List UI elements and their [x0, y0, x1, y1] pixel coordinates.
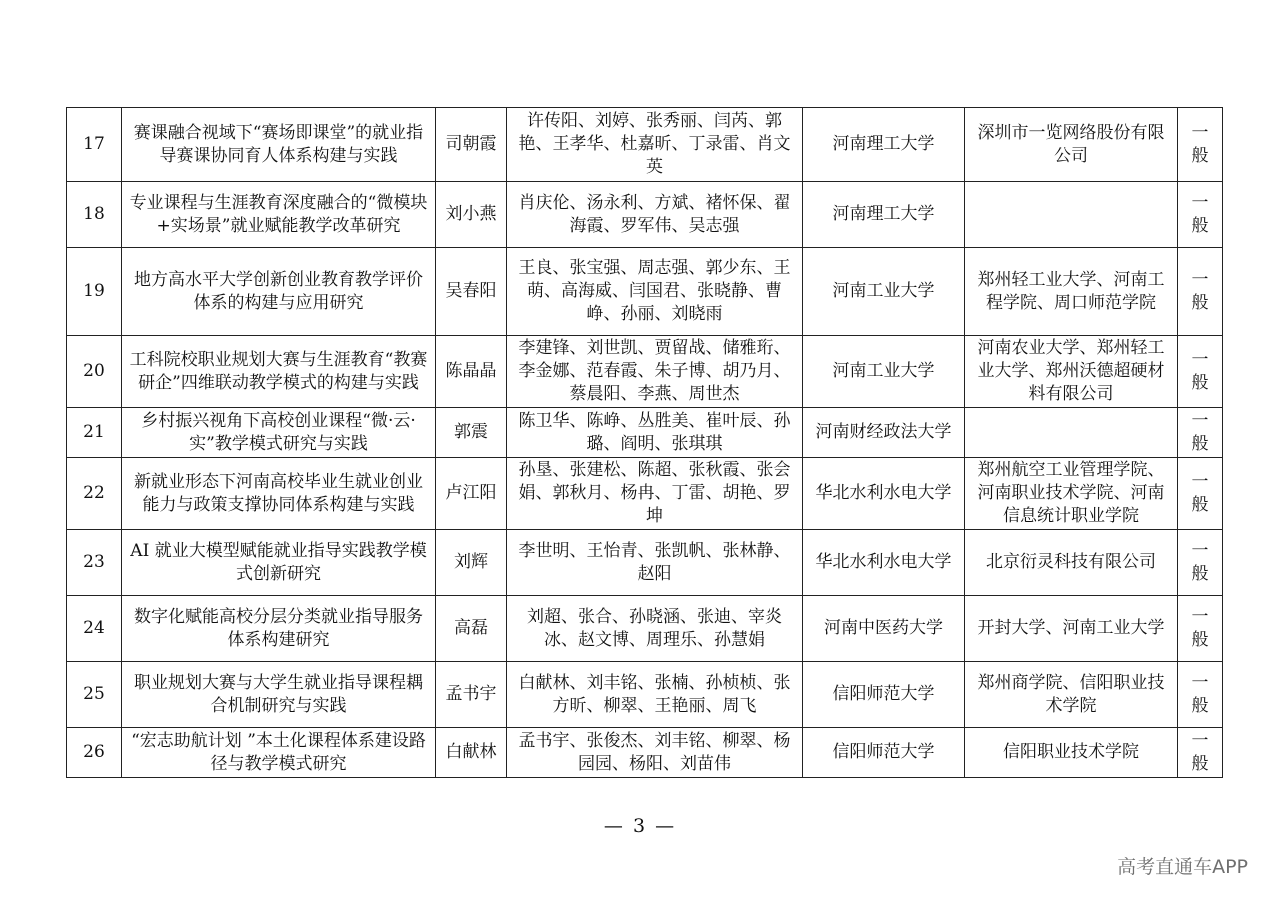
row-number-cell: 19: [67, 248, 122, 336]
watermark-text: 高考直通车APP: [1117, 856, 1248, 878]
project-level-cell: 一般: [1178, 728, 1223, 778]
project-leader-cell: 孟书宇: [436, 662, 507, 728]
project-title-cell: 专业课程与生涯教育深度融合的“微模块+实场景”就业赋能教学改革研究: [122, 182, 436, 248]
project-title-cell: “宏志助航计划 ”本土化课程体系建设路径与教学模式研究: [122, 728, 436, 778]
cooperating-units-cell: 河南农业大学、郑州轻工业大学、郑州沃德超硬材料有限公司: [965, 336, 1178, 408]
cooperating-units-cell: 郑州轻工业大学、河南工程学院、周口师范学院: [965, 248, 1178, 336]
table-row: [67, 248, 1223, 336]
team-members-cell: 王良、张宝强、周志强、郭少东、王萌、高海威、闫国君、张晓静、曹峥、孙丽、刘晓雨: [507, 248, 803, 336]
row-number-cell: 24: [67, 596, 122, 662]
project-leader-cell: 司朝霞: [436, 108, 507, 182]
project-table: [66, 107, 1223, 778]
row-number-cell: 17: [67, 108, 122, 182]
team-members-cell: 孙垦、张建松、陈超、张秋霞、张会娟、郭秋月、杨冉、丁雷、胡艳、罗坤: [507, 458, 803, 530]
project-level-cell: 一般: [1178, 336, 1223, 408]
project-level-cell: 一般: [1178, 662, 1223, 728]
cooperating-units-cell: 郑州航空工业管理学院、河南职业技术学院、河南信息统计职业学院: [965, 458, 1178, 530]
project-title-cell: 新就业形态下河南高校毕业生就业创业能力与政策支撑协同体系构建与实践: [122, 458, 436, 530]
project-level-cell: 一般: [1178, 108, 1223, 182]
project-leader-cell: 高磊: [436, 596, 507, 662]
table-row: [67, 336, 1223, 408]
table-row: [67, 530, 1223, 596]
row-number-cell: 18: [67, 182, 122, 248]
project-level-cell: 一般: [1178, 248, 1223, 336]
row-number-cell: 25: [67, 662, 122, 728]
cooperating-units-cell: 郑州商学院、信阳职业技术学院: [965, 662, 1178, 728]
table-row: [67, 408, 1223, 458]
project-leader-cell: 刘小燕: [436, 182, 507, 248]
row-number-cell: 20: [67, 336, 122, 408]
host-school-cell: 信阳师范大学: [803, 662, 965, 728]
project-level-cell: 一般: [1178, 530, 1223, 596]
host-school-cell: 河南理工大学: [803, 108, 965, 182]
project-level-cell: 一般: [1178, 408, 1223, 458]
project-table-container: [66, 107, 1222, 778]
project-level-cell: 一般: [1178, 596, 1223, 662]
team-members-cell: 刘超、张合、孙晓涵、张迪、宰炎冰、赵文博、周理乐、孙慧娟: [507, 596, 803, 662]
host-school-cell: 华北水利水电大学: [803, 530, 965, 596]
cooperating-units-cell: [965, 408, 1178, 458]
host-school-cell: 河南财经政法大学: [803, 408, 965, 458]
project-title-cell: 数字化赋能高校分层分类就业指导服务体系构建研究: [122, 596, 436, 662]
team-members-cell: 孟书宇、张俊杰、刘丰铭、柳翠、杨园园、杨阳、刘苗伟: [507, 728, 803, 778]
project-level-cell: 一般: [1178, 182, 1223, 248]
cooperating-units-cell: [965, 182, 1178, 248]
team-members-cell: 白献林、刘丰铭、张楠、孙桢桢、张方昕、柳翠、王艳丽、周飞: [507, 662, 803, 728]
row-number-cell: 23: [67, 530, 122, 596]
host-school-cell: 河南工业大学: [803, 336, 965, 408]
team-members-cell: 陈卫华、陈峥、丛胜美、崔叶辰、孙璐、阎明、张琪琪: [507, 408, 803, 458]
cooperating-units-cell: 北京衍灵科技有限公司: [965, 530, 1178, 596]
host-school-cell: 信阳师范大学: [803, 728, 965, 778]
project-leader-cell: 陈晶晶: [436, 336, 507, 408]
team-members-cell: 许传阳、刘婷、张秀丽、闫芮、郭艳、王孝华、杜嘉昕、丁录雷、肖文英: [507, 108, 803, 182]
project-leader-cell: 吴春阳: [436, 248, 507, 336]
project-leader-cell: 刘辉: [436, 530, 507, 596]
project-leader-cell: 白献林: [436, 728, 507, 778]
project-level-cell: 一般: [1178, 458, 1223, 530]
table-row: [67, 182, 1223, 248]
host-school-cell: 河南理工大学: [803, 182, 965, 248]
project-title-cell: 工科院校职业规划大赛与生涯教育“教赛研企”四维联动教学模式的构建与实践: [122, 336, 436, 408]
project-title-cell: 赛课融合视域下“赛场即课堂”的就业指导赛课协同育人体系构建与实践: [122, 108, 436, 182]
row-number-cell: 26: [67, 728, 122, 778]
table-row: [67, 108, 1223, 182]
team-members-cell: 李建锋、刘世凯、贾留战、储雅珩、李金娜、范春霞、朱子博、胡乃月、蔡晨阳、李燕、周世杰: [507, 336, 803, 408]
cooperating-units-cell: 开封大学、河南工业大学: [965, 596, 1178, 662]
table-row: [67, 662, 1223, 728]
row-number-cell: 21: [67, 408, 122, 458]
team-members-cell: 肖庆伦、汤永利、方斌、褚怀保、翟海霞、罗军伟、吴志强: [507, 182, 803, 248]
host-school-cell: 河南中医药大学: [803, 596, 965, 662]
host-school-cell: 华北水利水电大学: [803, 458, 965, 530]
project-leader-cell: 郭震: [436, 408, 507, 458]
row-number-cell: 22: [67, 458, 122, 530]
table-row: [67, 458, 1223, 530]
page-number: — 3 —: [603, 815, 677, 837]
project-leader-cell: 卢江阳: [436, 458, 507, 530]
host-school-cell: 河南工业大学: [803, 248, 965, 336]
project-title-cell: 职业规划大赛与大学生就业指导课程耦合机制研究与实践: [122, 662, 436, 728]
cooperating-units-cell: 深圳市一览网络股份有限公司: [965, 108, 1178, 182]
team-members-cell: 李世明、王怡青、张凯帆、张林静、赵阳: [507, 530, 803, 596]
project-title-cell: 地方高水平大学创新创业教育教学评价体系的构建与应用研究: [122, 248, 436, 336]
cooperating-units-cell: 信阳职业技术学院: [965, 728, 1178, 778]
table-row: [67, 728, 1223, 778]
table-row: [67, 596, 1223, 662]
project-title-cell: AI 就业大模型赋能就业指导实践教学模式创新研究: [122, 530, 436, 596]
project-title-cell: 乡村振兴视角下高校创业课程“微·云·实”教学模式研究与实践: [122, 408, 436, 458]
